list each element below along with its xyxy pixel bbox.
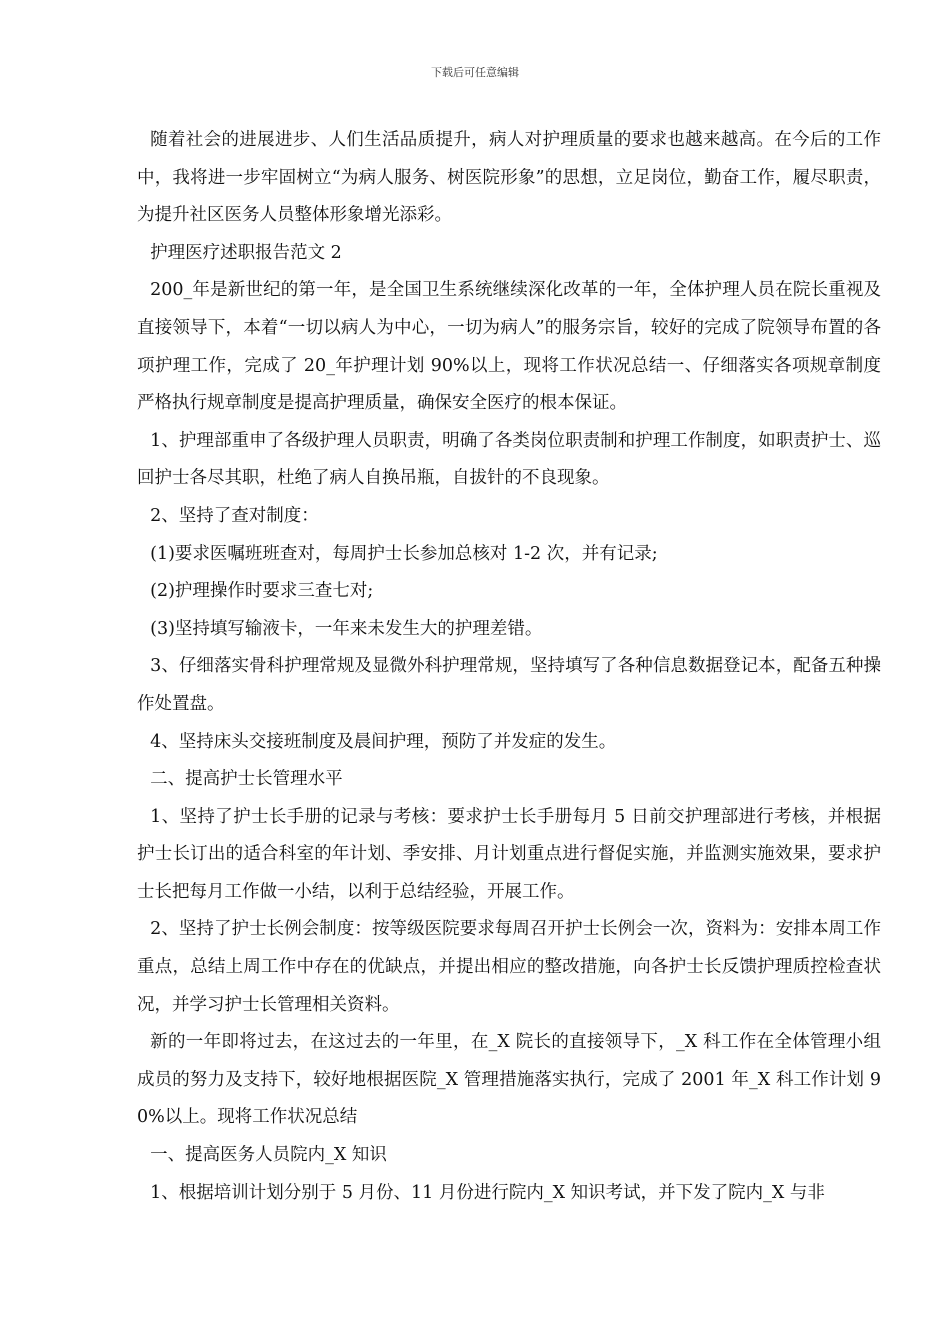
sub-item-infusion-card: (3)坚持填写输液卡，一年来未发生大的护理差错。 [150,618,543,639]
list-item-training-exam: 1、根据培训计划分别于 5 月份、11 月份进行院内_X 知识考试，并下发了院内_X 与非 [150,1182,825,1203]
list-item-shift-handover: 4、坚持床头交接班制度及晨间护理，预防了并发症的发生。 [150,731,617,752]
sub-item-orders-check: (1)要求医嘱班班查对，每周护士长参加总核对 1-2 次，并有记录; [150,543,658,564]
paragraph-new-year-summary: 新的一年即将过去，在这过去的一年里，在_X 院长的直接领导下，_X 科工作在全体管理小组成员的努力及支持下，较好地根据医院_X 管理措施落实执行，完成了 2001 年_X 科工作计划 90%以上。现将工作状况总结 [137,1032,881,1128]
section-heading-knowledge: 一、提高医务人员院内_X 知识 [150,1145,387,1166]
list-item-check-system: 2、坚持了查对制度： [150,505,319,526]
paragraph-year-overview: 200_年是新世纪的第一年，是全国卫生系统继续深化改革的一年，全体护理人员在院长重视及直接领导下，本着“一切以病人为中心，一切为病人”的服务宗旨，较好的完成了院领导布置的各项护理工作，完成了 20_年护理计划 90%以上，现将工作状况总结一、仔细落实各项规章制度严格执行规章制度是提高护理质量，确保安全医疗的根本保证。 [137,280,881,414]
paragraph-closing-summary: 随着社会的进展进步、人们生活品质提升，病人对护理质量的要求也越来越高。在今后的工作中，我将进一步牢固树立“为病人服务、树医院形象”的思想，立足岗位，勤奋工作，履尽职责，为提升社区医务人员整体形象增光添彩。 [137,130,881,226]
document-body [137,122,881,1212]
sub-item-three-checks: (2)护理操作时要求三查七对; [150,581,374,602]
list-item-duties: 1、护理部重申了各级护理人员职责，明确了各类岗位职责制和护理工作制度，如职责护士、巡回护士各尽其职，杜绝了病人自换吊瓶，自拔针的不良现象。 [137,430,881,489]
list-item-head-nurse-manual: 1、坚持了护士长手册的记录与考核：要求护士长手册每月 5 日前交护理部进行考核，并根据护士长订出的适合科室的年计划、季安排、月计划重点进行督促实施，并监测实施效果，要求护士长把每月工作做一小结，以利于总结经验，开展工作。 [137,806,881,902]
list-item-head-nurse-meeting: 2、坚持了护士长例会制度：按等级医院要求每周召开护士长例会一次，资料为：安排本周工作重点，总结上周工作中存在的优缺点，并提出相应的整改措施，向各护士长反馈护理质控检查状况，并学习护士长管理相关资料。 [137,919,881,1015]
section-title-sample-2: 护理医疗述职报告范文 2 [150,242,342,263]
page-header: 下载后可任意编辑 [431,66,519,79]
list-item-nursing-routine: 3、仔细落实骨科护理常规及显微外科护理常规，坚持填写了各种信息数据登记本，配备五种操作处置盘。 [137,656,881,714]
section-heading-head-nurse: 二、提高护士长管理水平 [150,769,343,790]
